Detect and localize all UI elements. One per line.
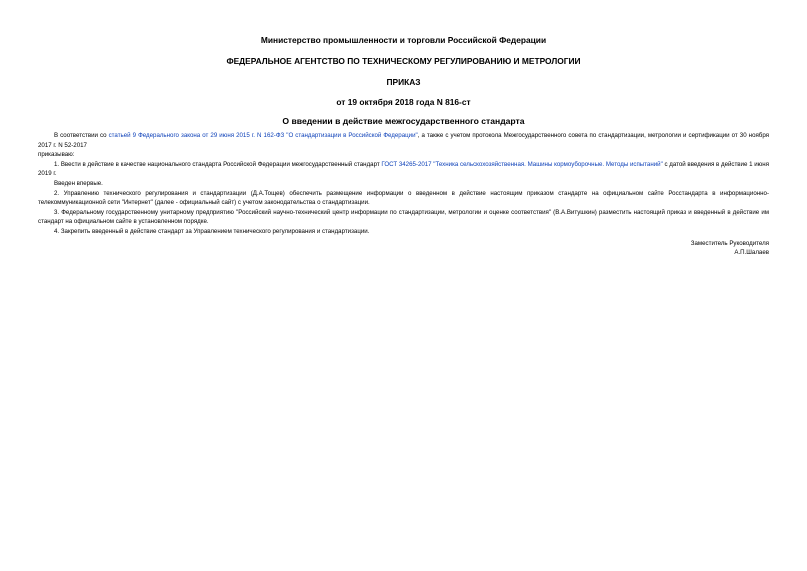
standard-link[interactable]: ГОСТ 34265-2017 "Техника сельскохозяйственная. Машины кормоуборочные. Методы испытаний" <box>381 160 663 168</box>
item-1-text-after: с датой введения в действие 1 июня 2019 г. <box>38 160 769 178</box>
agency-heading: ФЕДЕРАЛЬНОЕ АГЕНТСТВО ПО ТЕХНИЧЕСКОМУ РЕГУЛИРОВАНИЮ И МЕТРОЛОГИИ <box>226 56 581 66</box>
item-1 <box>38 160 769 179</box>
item-4: 4. Закрепить введенный в действие стандарт за Управлением технического регулирования и стандартизации. <box>54 227 370 235</box>
ministry-heading: Министерство промышленности и торговли Российской Федерации <box>260 35 547 45</box>
document-body <box>38 131 769 258</box>
document-title: О введении в действие межгосударственного стандарта <box>282 116 525 126</box>
signatory-name: А.П.Шалаев <box>734 249 769 257</box>
preamble-text-before: В соответствии со <box>54 132 109 139</box>
item-2: 2. Управлению технического регулирования и стандартизации (Д.А.Тощев) обеспечить размещение информации о введенном в действие настоящим приказом стандарте на официальном сайте Росстандарта в информационно-телекоммуникационной сети "Интернет" (далее - официальный сайт) с учетом законодательства о стандартизации. <box>38 189 769 207</box>
item-1-text-before: 1. Ввести в действие в качестве национального стандарта Российской Федерации межгосударственный стандарт <box>54 160 382 168</box>
preamble-paragraph <box>38 131 769 150</box>
preamble-text-after: , а также с учетом протокола Межгосударственного совета по стандартизации, метрологии и сертификации от 30 ноября 2017 г. N 52-2017 <box>38 132 769 149</box>
federal-law-link[interactable]: статьей 9 Федерального закона от 29 июня 2015 г. N 162-ФЗ "О стандартизации в Российской Федерации" <box>108 132 418 139</box>
signatory-position: Заместитель Руководителя <box>690 239 769 247</box>
item-3: 3. Федеральному государственному унитарному предприятию "Российский научно-технический центр информации по стандартизации, метрологии и оценке соответствия" (В.А.Витушкин) разместить настоящий приказ и введенный в действие им стандарт на официальном сайте в установленном порядке. <box>38 208 769 226</box>
document-type: ПРИКАЗ <box>386 77 421 87</box>
document-date-number: от 19 октября 2018 года N 816-ст <box>336 97 471 107</box>
order-word: приказываю: <box>38 151 75 159</box>
introduced-note: Введен впервые. <box>54 179 103 187</box>
